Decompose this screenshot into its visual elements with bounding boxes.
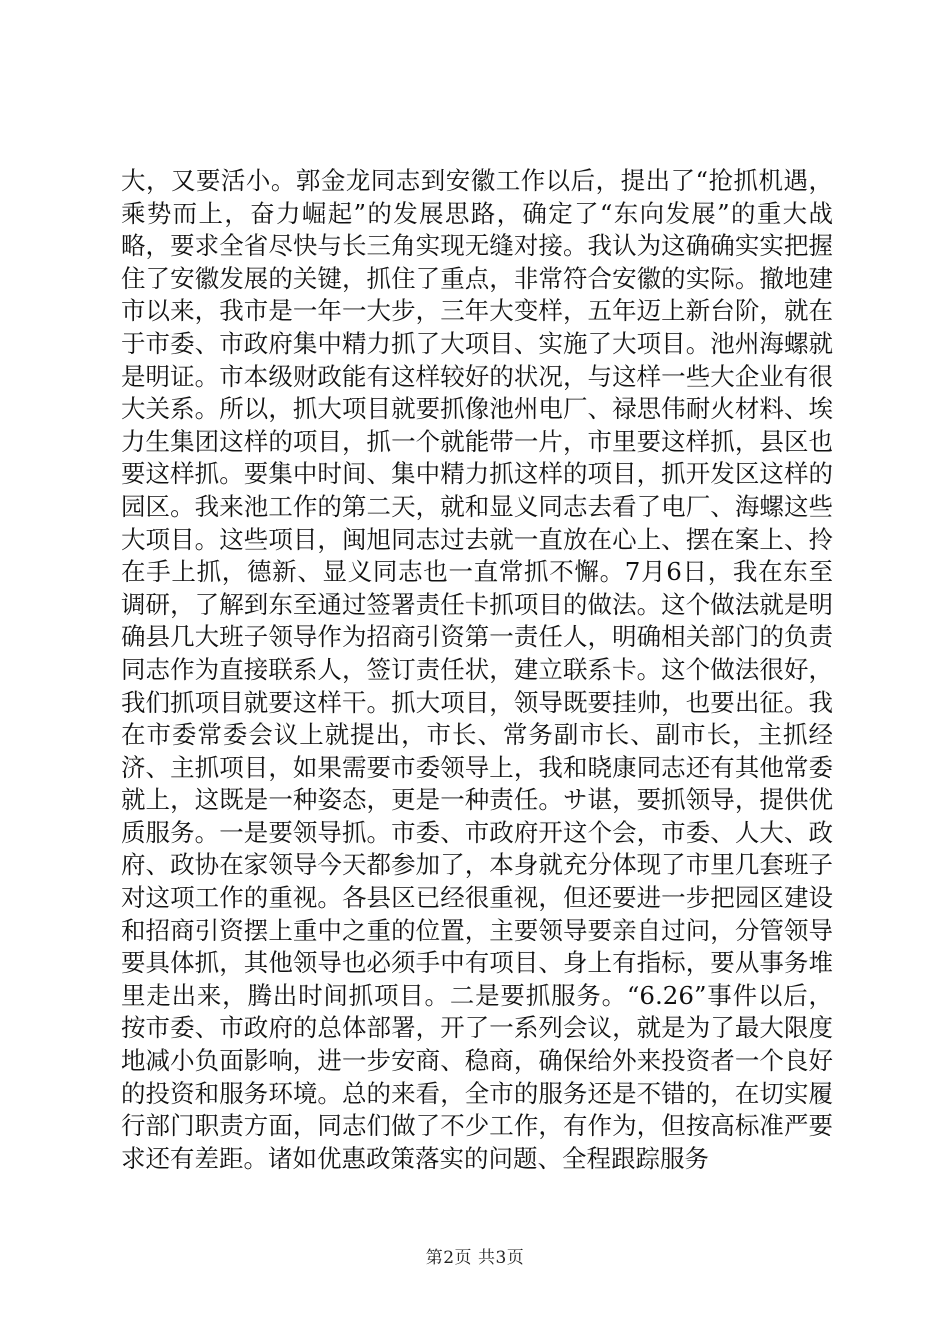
body-paragraph: 大，又要活小。郭金龙同志到安徽工作以后，提出了“抢抓机遇，乘势而上，奋力崛起”的发展思路，确定了“东向发展”的重大战略，要求全省尽快与长三角实现无缝对接。我认为这确确实实把握住了安徽发展的关键，抓住了重点，非常符合安徽的实际。撤地建市以来，我市是一年一大步，三年大变样，五年迈上新台阶，就在于市委、市政府集中精力抓了大项目、实施了大项目。池州海螺就是明证。市本级财政能有这样较好的状况，与这样一些大企业有很大关系。所以，抓大项目就要抓像池州电厂、禄思伟耐火材料、埃力生集团这样的项目，抓一个就能带一片，市里要这样抓，县区也要这样抓。要集中时间、集中精力抓这样的项目，抓开发区这样的园区。我来池工作的第二天，就和显义同志去看了电厂、海螺这些大项目。这些项目，闽旭同志过去就一直放在心上、摆在案上、拎在手上抓，德新、显义同志也一直常抓不懈。7月6日，我在东至调研，了解到东至通过签署责任卡抓项目的做法。这个做法就是明确县几大班子领导作为招商引资第一责任人，明确相关部门的负责同志作为直接联系人，签订责任状，建立联系卡。这个做法很好，我们抓项目就要这样干。抓大项目，领导既要挂帅，也要出征。我在市委常委会议上就提出，市长、常务副市长、副市长，主抓经济、主抓项目，如果需要市委领导上，我和晓康同志还有其他常委就上，这既是一种姿态，更是一种责任。サ谌，要抓领导，提供优质服务。一是要领导抓。市委、市政府开这个会，市委、人大、政府、政协在家领导今天都参加了，本身就充分体现了市里几套班子对这项工作的重视。各县区已经很重视，但还要进一步把园区建设和招商引资摆上重中之重的位置，主要领导要亲自过问，分管领导要具体抓，其他领导也必须手中有项目、身上有指标，要从事务堆里走出来，腾出时间抓项目。二是要抓服务。“6.26”事件以后，按市委、市政府的总体部署，开了一系列会议，就是为了最大限度地减小负面影响，进一步安商、稳商，确保给外来投资者一个良好的投资和服务环境。总的来看，全市的服务还是不错的，在切实履行部门职责方面，同志们做了不少工作，有作为，但按高标准严要求还有差距。诸如优惠政策落实的问题、全程跟踪服务 [121, 166, 833, 1173]
page-number-footer: 第2页 共3页 [425, 1248, 525, 1268]
